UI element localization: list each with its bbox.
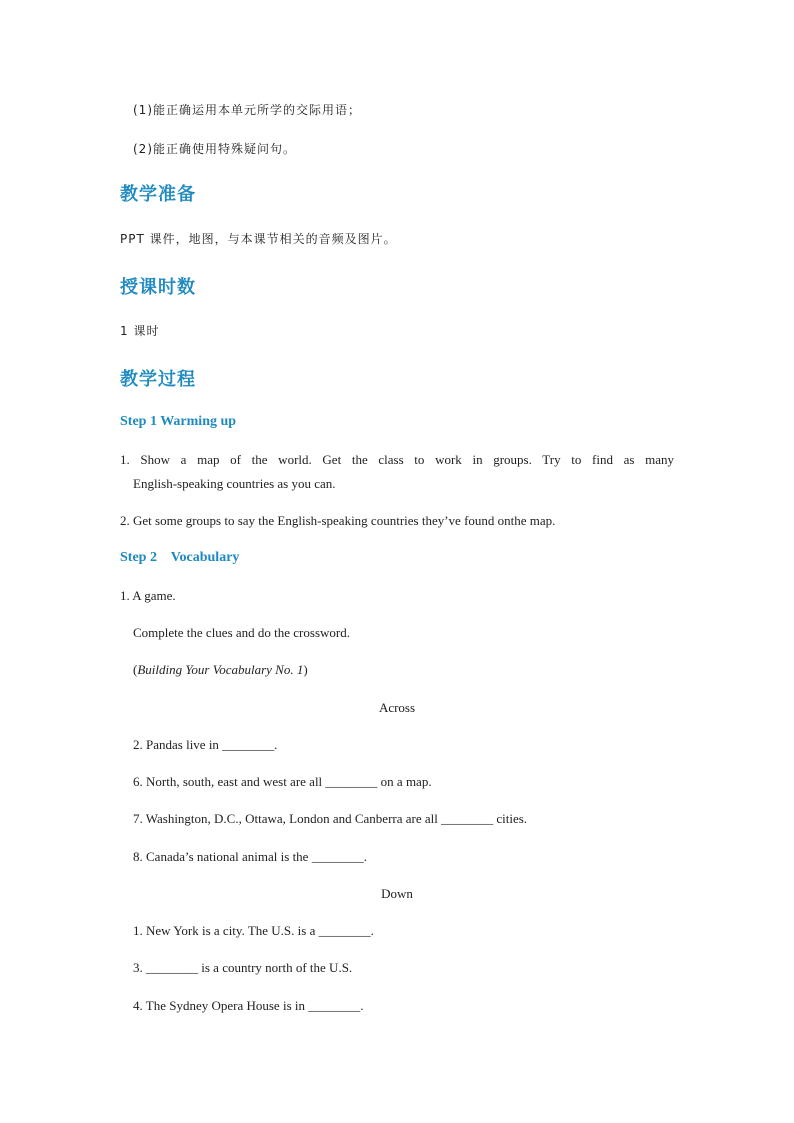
across-clue: 8. Canada’s national animal is the ________.: [133, 849, 367, 864]
across-clue: 2. Pandas live in ________.: [133, 737, 278, 752]
down-clue: 1. New York is a city. The U.S. is a ________.: [133, 923, 374, 938]
heading-process: 教学过程: [120, 369, 196, 390]
down-clue: 3. ________ is a country north of the U.S.: [133, 960, 353, 975]
step1-item1-line2: English-speaking countries as you can.: [133, 476, 336, 491]
down-clue: 4. The Sydney Opera House is in ________.: [133, 998, 364, 1013]
step2-instruction: Complete the clues and do the crossword.: [133, 625, 350, 640]
hours-body: 1 课时: [120, 324, 160, 338]
across-title: Across: [378, 700, 416, 715]
source-title: Building Your Vocabulary No. 1: [137, 662, 304, 677]
source-close-paren: ): [303, 662, 308, 677]
step1-item1-line1: 1. Show a map of the world. Get the class to work in groups. Try to find as many: [120, 452, 674, 467]
step1-title: Step 1 Warming up: [120, 414, 237, 429]
across-clue: 6. North, south, east and west are all ________ on a map.: [133, 774, 432, 789]
down-title: Down: [381, 886, 413, 901]
step2-title: Step 2 Vocabulary: [120, 550, 240, 565]
step1-item2: 2. Get some groups to say the English-speaking countries they’ve found onthe map.: [120, 513, 556, 528]
source-open-paren: (: [133, 662, 138, 677]
heading-prep: 教学准备: [120, 184, 196, 205]
across-clue: 7. Washington, D.C., Ottawa, London and Canberra are all ________ cities.: [133, 811, 528, 826]
objective-1: (1)能正确运用本单元所学的交际用语；: [133, 103, 361, 117]
objective-2: (2)能正确使用特殊疑问句。: [133, 142, 296, 156]
prep-body: PPT 课件，地图，与本课节相关的音频及图片。: [120, 232, 397, 246]
heading-hours: 授课时数: [120, 277, 196, 298]
step2-item1: 1. A game.: [120, 588, 176, 603]
step2-source: [133, 662, 308, 678]
